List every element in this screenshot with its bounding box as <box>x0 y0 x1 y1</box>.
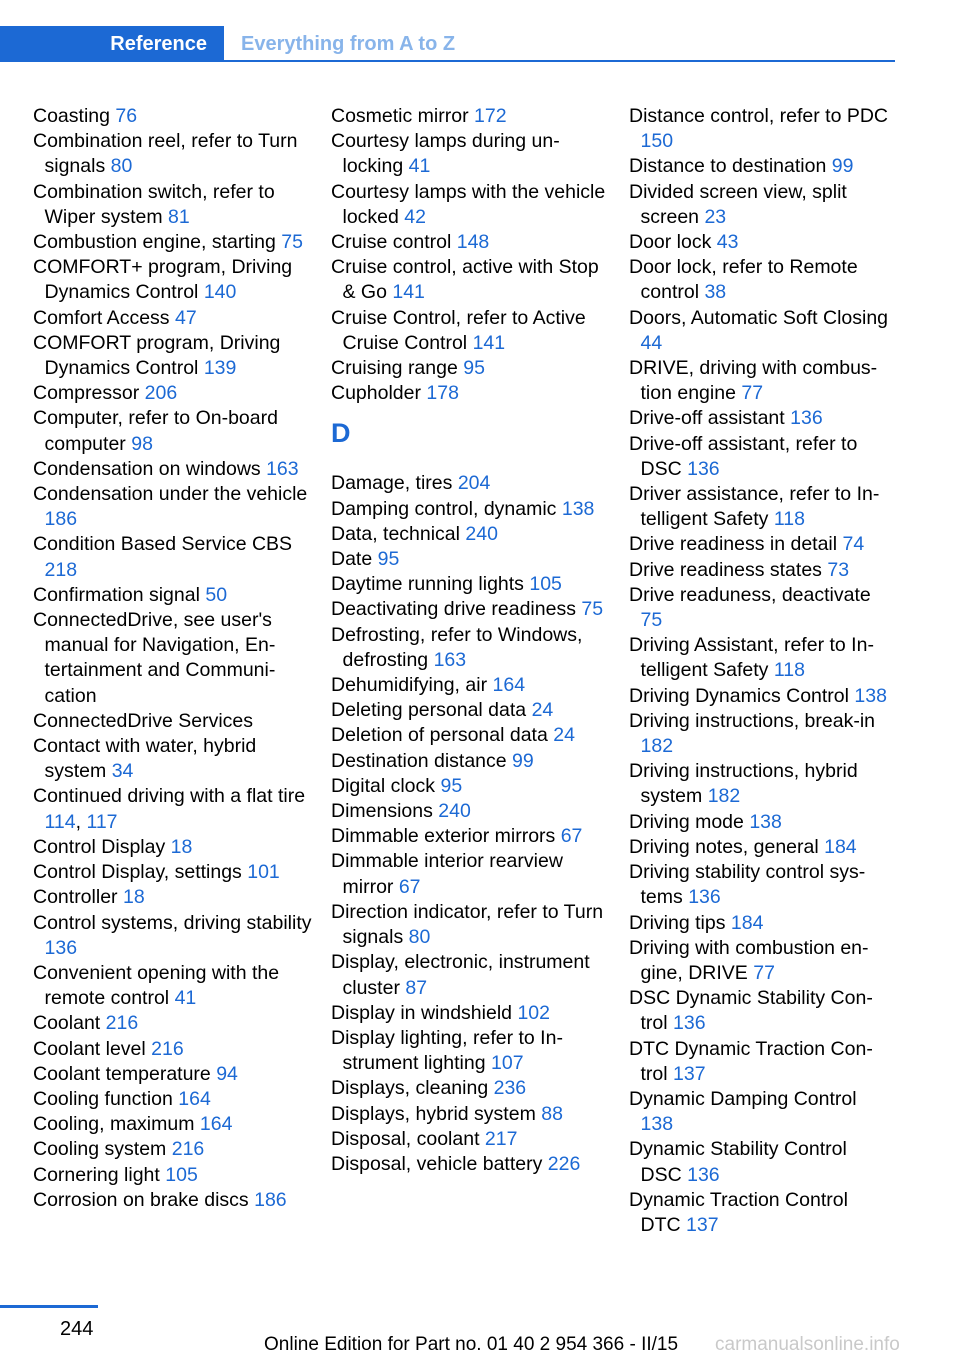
page-link[interactable]: 182 <box>707 785 741 808</box>
index-entry <box>331 356 611 381</box>
index-entry <box>33 860 313 885</box>
index-entry-text: Cupholder <box>331 382 421 405</box>
page-link[interactable]: 47 <box>174 306 197 329</box>
index-entry-text: Courtesy lamps during unlocking <box>331 130 560 178</box>
index-entry <box>629 936 889 986</box>
page-link[interactable]: 136 <box>688 886 721 909</box>
index-entry-text: Damping control, dynamic <box>331 497 557 520</box>
index-entry-text: Driving mode <box>629 810 744 833</box>
page-link[interactable]: 76 <box>115 105 138 127</box>
page-link[interactable]: 80 <box>408 926 431 949</box>
index-entry <box>331 180 611 230</box>
index-entry-text: Driver assistance, refer to Intelligent Safety <box>629 483 880 531</box>
index-entry-text: Driving notes, general <box>629 835 819 858</box>
page-number: 244 <box>60 1318 94 1340</box>
index-entry <box>629 911 889 936</box>
page-link[interactable]: 41 <box>408 155 431 178</box>
index-entry <box>331 597 611 622</box>
index-entry <box>629 759 889 809</box>
index-entry-text: Displays, cleaning <box>331 1077 489 1100</box>
page-link[interactable]: 138 <box>749 810 782 833</box>
index-entry-text: Confirmation signal <box>33 583 200 606</box>
page-link[interactable]: 118 <box>773 508 805 531</box>
index-entry <box>629 633 889 683</box>
index-entry-text: Cooling system <box>33 1138 167 1161</box>
page-link[interactable]: 140 <box>203 281 237 304</box>
index-entry-text: Condensation under the vehicle <box>33 483 308 506</box>
index-entry <box>33 406 313 456</box>
index-entry-text: Coolant temperature <box>33 1062 211 1085</box>
index-entry-text: Courtesy lamps with the vehicle locked <box>331 180 606 228</box>
index-entry <box>33 885 313 910</box>
index-entry-text: Dimensions <box>331 800 433 823</box>
index-entry <box>33 911 313 961</box>
page-link[interactable]: 138 <box>854 684 887 707</box>
page-link[interactable]: 38 <box>704 281 727 304</box>
index-entry <box>33 961 313 1011</box>
index-entry-text: Cruising range <box>331 357 458 380</box>
index-entry <box>331 824 611 849</box>
index-entry-text: Daytime running lights <box>331 573 524 596</box>
index-entry <box>331 1076 611 1101</box>
index-entry-text: Driving with combustion engine, DRIVE <box>629 936 869 984</box>
index-entry <box>629 1087 889 1137</box>
page-link[interactable]: 77 <box>741 382 764 405</box>
page-link[interactable]: 141 <box>472 331 506 354</box>
index-entry <box>33 532 313 582</box>
page-link[interactable]: 41 <box>174 987 197 1010</box>
index-entry-text: Combination switch, refer to Wiper system <box>33 180 275 228</box>
index-entry-text: Dimmable exterior mirrors <box>331 825 556 848</box>
index-entry <box>33 306 313 331</box>
index-entry <box>331 849 611 899</box>
page-link[interactable]: 24 <box>531 699 554 722</box>
index-entry-text: Disposal, vehicle battery <box>331 1152 543 1175</box>
index-entry <box>331 774 611 799</box>
index-entry <box>33 1087 313 1112</box>
index-column-1 <box>33 104 313 1213</box>
index-entry <box>33 104 313 129</box>
index-entry <box>629 709 889 759</box>
index-entry <box>331 381 611 406</box>
index-entry-text: Drive readuness, deactivate <box>629 583 871 606</box>
page-link[interactable]: 118 <box>773 659 805 682</box>
index-entry-text: Drive-off assistant <box>629 407 785 430</box>
index-entry <box>629 1188 889 1238</box>
index-entry <box>33 1163 313 1188</box>
page-link[interactable]: 136 <box>673 1012 706 1035</box>
index-entry <box>331 1026 611 1076</box>
page-link[interactable]: 87 <box>405 976 428 999</box>
page-link[interactable]: 105 <box>529 573 562 596</box>
index-entry-text: Drive readiness in detail <box>629 533 838 556</box>
index-entry <box>629 104 889 154</box>
index-entry <box>629 230 889 255</box>
index-entry-text: Cornering light <box>33 1163 160 1186</box>
index-entry-text: Contact with water, hybrid system <box>33 735 257 783</box>
index-entry-text: Computer, refer to On-board computer <box>33 407 278 455</box>
index-letter-heading: D <box>331 418 351 449</box>
page-link[interactable]: 164 <box>199 1113 233 1136</box>
page-link[interactable]: 186 <box>44 508 78 531</box>
page-link[interactable]: 139 <box>203 357 237 380</box>
index-entry-text: Deletion of personal data <box>331 724 548 747</box>
index-entry <box>629 255 889 305</box>
page-link[interactable]: 138 <box>561 497 595 520</box>
index-entry <box>33 180 313 230</box>
index-entry <box>629 482 889 532</box>
index-entry-text: Driving Assistant, refer to Intelligent Safety <box>629 634 874 682</box>
index-entry-text: Defrosting, refer to Windows, defrosting <box>331 623 583 671</box>
page-link[interactable]: 24 <box>553 724 575 747</box>
index-entry-text: Driving instructions, break-in <box>629 709 876 732</box>
page-link[interactable]: 138 <box>640 1113 674 1136</box>
index-entry-text: Drive-off assistant, refer to DSC <box>629 432 858 480</box>
page-link[interactable]: 216 <box>151 1037 184 1060</box>
index-entry <box>331 522 611 547</box>
page-link[interactable]: 186 <box>254 1188 287 1211</box>
index-entry-text: Convenient opening with the remote control <box>33 961 280 1010</box>
page-link[interactable]: 94 <box>216 1062 238 1085</box>
index-entry <box>33 255 313 305</box>
footer-rule <box>0 1305 98 1308</box>
index-entry <box>33 734 313 784</box>
index-entry-text: Divided screen view, split screen <box>629 180 847 228</box>
index-entry-text: Deactivating drive readiness <box>331 598 576 621</box>
page-link[interactable]: 163 <box>266 457 299 480</box>
index-entry <box>629 558 889 583</box>
index-entry <box>331 799 611 824</box>
page-link[interactable]: 164 <box>178 1087 211 1110</box>
index-entry <box>331 306 611 356</box>
index-entry-text: Data, technical <box>331 522 460 545</box>
index-entry <box>331 129 611 179</box>
page-link[interactable]: 23 <box>704 205 727 228</box>
page-link[interactable]: 137 <box>673 1062 706 1085</box>
index-entry <box>33 1188 313 1213</box>
index-entry <box>331 572 611 597</box>
page-link[interactable]: 216 <box>171 1138 205 1161</box>
index-entry-text: Driving stability control systems <box>629 861 866 909</box>
index-entry: Continued driving with a flat tire 114, 117 <box>33 785 306 833</box>
index-entry <box>629 684 889 709</box>
index-entry <box>33 1037 313 1062</box>
index-entry-text: Controller <box>33 886 118 909</box>
page-link[interactable]: 240 <box>465 522 498 545</box>
page-link[interactable]: 217 <box>484 1127 518 1150</box>
page-link[interactable]: 44 <box>640 331 663 354</box>
page-link[interactable]: 107 <box>491 1052 524 1075</box>
index-entry <box>629 860 889 910</box>
index-entry-text: DSC Dynamic Stability Control <box>629 987 873 1035</box>
index-entry-text: Dehumidifying, air <box>331 674 488 697</box>
page-link[interactable]: 117 <box>86 810 118 833</box>
index-entry-text: Distance control, refer to PDC <box>629 105 889 127</box>
index-entry-text: Control Display, settings <box>33 861 242 884</box>
index-entry-text: Display lighting, refer to Instrument lighting <box>331 1026 563 1075</box>
page-link[interactable]: 81 <box>168 205 190 228</box>
edition-note: Online Edition for Part no. 01 40 2 954 366 - II/15 <box>264 1334 679 1355</box>
page-link[interactable]: 67 <box>398 875 421 898</box>
index-entry-text: Dimmable interior rearview mirror <box>331 850 563 898</box>
page-link[interactable]: 99 <box>512 749 534 772</box>
index-entry <box>629 356 889 406</box>
page-link[interactable]: 75 <box>281 231 303 254</box>
index-entry <box>331 104 611 129</box>
page-link[interactable]: 184 <box>824 835 857 858</box>
index-entry <box>629 1137 889 1187</box>
page-link[interactable]: 98 <box>131 432 153 455</box>
index-entry <box>331 698 611 723</box>
page-link[interactable]: 141 <box>392 281 425 304</box>
index-entry-text: Distance to destination <box>629 155 827 178</box>
index-entry-text: Door lock, refer to Remote control <box>629 256 858 304</box>
index-entry-text: DTC Dynamic Traction Control <box>629 1037 873 1085</box>
page-link[interactable]: 178 <box>426 382 459 405</box>
index-entry <box>33 835 313 860</box>
page-link[interactable]: 136 <box>790 407 823 430</box>
index-entry-text: Cruise control, active with Stop & Go <box>331 256 599 304</box>
page-link[interactable]: 204 <box>457 472 491 495</box>
index-entry-text: Driving instructions, hybrid system <box>629 760 858 808</box>
page-link[interactable]: 18 <box>122 886 145 909</box>
index-entry <box>629 406 889 431</box>
index-entry-text: Control Display <box>33 835 166 858</box>
index-entry <box>331 1152 611 1177</box>
index-entry <box>629 583 889 633</box>
page-link[interactable]: 43 <box>716 231 739 254</box>
page-link[interactable]: 136 <box>687 457 720 480</box>
index-entry-text: Disposal, coolant <box>331 1127 480 1150</box>
index-entry <box>331 547 611 572</box>
page-link[interactable]: 74 <box>842 533 865 556</box>
index-entry <box>629 154 889 179</box>
page-link[interactable]: 102 <box>517 1001 550 1024</box>
index-entry-text: Continued driving with a flat tire <box>33 785 306 808</box>
page-link[interactable]: 50 <box>205 583 228 606</box>
index-entry-text: Drive readiness states <box>629 558 822 581</box>
page-link[interactable]: 137 <box>686 1213 719 1236</box>
page-link[interactable]: 95 <box>377 548 400 571</box>
index-entry-text: Cruise Control, refer to Active Cruise Control <box>331 306 586 354</box>
index-entry <box>33 608 313 709</box>
index-entry <box>331 1102 611 1127</box>
page-link[interactable]: 88 <box>541 1102 563 1125</box>
page-link[interactable]: 75 <box>640 609 663 632</box>
index-entry <box>331 1127 611 1152</box>
index-entry-text: Combustion engine, starting <box>33 231 276 254</box>
index-entry-text: DRIVE, driving with combustion engine <box>629 357 878 405</box>
index-entry-text: Destination distance <box>331 749 507 772</box>
index-entry <box>33 1137 313 1162</box>
index-entry-text: ConnectedDrive Services <box>33 709 254 732</box>
index-entry <box>331 723 611 748</box>
index-entry-text: Damage, tires <box>331 472 453 495</box>
page-link[interactable]: 150 <box>640 130 674 153</box>
page-link[interactable]: 226 <box>547 1152 581 1175</box>
page-link[interactable]: 184 <box>730 911 764 934</box>
page-link[interactable]: 136 <box>687 1163 720 1186</box>
index-entry <box>331 749 611 774</box>
index-entry-text: Combination reel, refer to Turn signals <box>33 130 298 178</box>
index-entry <box>33 1011 313 1036</box>
index-entry <box>33 230 313 255</box>
page-link[interactable]: 95 <box>463 357 485 380</box>
page-header <box>0 26 895 62</box>
index-entry-text: COMFORT+ program, Driving Dynamics Control <box>33 256 293 304</box>
index-entry <box>629 835 889 860</box>
index-entry-text: Dynamic Stability Control DSC <box>629 1138 847 1186</box>
index-entry-text: Driving tips <box>629 911 726 934</box>
index-entry-text: Doors, Automatic Soft Closing <box>629 306 889 329</box>
page-link[interactable]: 136 <box>44 936 78 959</box>
index-entry <box>629 986 889 1036</box>
index-entry <box>331 950 611 1000</box>
index-entry-text: Condensation on windows <box>33 457 261 480</box>
index-entry-text: Displays, hybrid system <box>331 1102 536 1125</box>
page-link[interactable]: 73 <box>827 558 850 581</box>
index-entry-text: Condition Based Service CBS <box>33 533 293 556</box>
index-entry <box>629 432 889 482</box>
index-entry <box>33 709 313 734</box>
page-link[interactable]: 114 <box>44 810 76 833</box>
page-link[interactable]: 101 <box>247 861 280 884</box>
index-entry-text: Deleting personal data <box>331 699 527 722</box>
index-entry <box>629 810 889 835</box>
section-tab[interactable]: Reference <box>0 26 224 62</box>
index-column-3 <box>629 104 889 1238</box>
index-entry <box>331 471 611 496</box>
index-entry <box>33 1112 313 1137</box>
page-link[interactable]: 163 <box>433 648 467 671</box>
page-link[interactable]: 218 <box>44 558 78 581</box>
index-entry-text: Digital clock <box>331 774 436 797</box>
index-entry <box>33 457 313 482</box>
index-entry <box>331 673 611 698</box>
page-link[interactable]: 67 <box>560 825 583 848</box>
page-link[interactable]: 105 <box>165 1163 198 1186</box>
page-link[interactable]: 80 <box>110 155 133 178</box>
watermark: carmanualsonline.info <box>715 1334 900 1355</box>
page-link[interactable]: 77 <box>753 961 775 984</box>
index-entry <box>629 1037 889 1087</box>
page-link[interactable]: 95 <box>440 774 463 797</box>
index-entry-text: Cooling function <box>33 1087 173 1110</box>
page-link[interactable]: 99 <box>831 155 854 178</box>
index-entry <box>331 255 611 305</box>
index-entry <box>331 497 611 522</box>
index-entry <box>629 532 889 557</box>
header-rule <box>224 60 895 62</box>
index-entry-text: COMFORT program, Driving Dynamics Control <box>33 331 281 380</box>
page-link[interactable]: 216 <box>105 1012 139 1035</box>
index-entry <box>331 623 611 673</box>
index-entry-text: Driving Dynamics Control <box>629 684 849 707</box>
index-entry-text: Date <box>331 548 373 571</box>
index-entry <box>331 900 611 950</box>
index-entry <box>331 1001 611 1026</box>
page-link[interactable]: 42 <box>404 205 426 228</box>
page-link[interactable]: 206 <box>144 382 178 405</box>
index-entry-text: Control systems, driving stability <box>33 911 312 934</box>
index-entry-text: Door lock <box>629 231 712 254</box>
index-entry-text: Cruise control <box>331 231 452 254</box>
index-entry-text: Compressor <box>33 382 140 405</box>
page-link[interactable]: 236 <box>493 1077 527 1100</box>
page-link[interactable]: 148 <box>456 231 490 254</box>
index-entry <box>33 331 313 381</box>
page-link[interactable]: 182 <box>640 735 674 758</box>
index-entry <box>33 583 313 608</box>
page-link[interactable]: 18 <box>170 835 193 858</box>
page-link[interactable]: 172 <box>474 105 507 127</box>
index-entry <box>331 230 611 255</box>
index-entry-text: Coolant level <box>33 1037 146 1060</box>
index-entry <box>33 482 313 532</box>
index-entry-text: Dynamic Damping Control <box>629 1087 857 1110</box>
index-entry-text: ConnectedDrive, see user's manual for Navigation, Entertainment and Communication <box>33 609 276 707</box>
chapter-title[interactable]: Everything from A to Z <box>241 33 456 55</box>
index-entry <box>629 180 889 230</box>
index-entry-text: Display in windshield <box>331 1001 513 1024</box>
index-entry <box>33 1062 313 1087</box>
index-entry <box>33 129 313 179</box>
index-entry <box>33 381 313 406</box>
page-link[interactable]: 34 <box>111 760 134 783</box>
index-entry <box>629 306 889 356</box>
index-entry-text: Cooling, maximum <box>33 1113 195 1136</box>
page-link[interactable]: 75 <box>581 598 604 621</box>
page-link[interactable]: 164 <box>492 674 526 697</box>
index-entry-text: Cosmetic mirror <box>331 105 469 127</box>
index-entry-text: Dynamic Traction Control DTC <box>629 1188 848 1236</box>
index-entry-text: Corrosion on brake discs <box>33 1188 249 1211</box>
index-entry-text: Direction indicator, refer to Turn signals <box>331 900 604 949</box>
index-column-2 <box>331 104 611 1177</box>
index-entry-text: Coasting <box>33 105 110 127</box>
index-entry-text: Display, electronic, instrument cluster <box>331 951 590 999</box>
page-link[interactable]: 240 <box>438 800 471 823</box>
index-entry-text: Coolant <box>33 1012 101 1035</box>
index-entry-text: Comfort Access <box>33 306 170 329</box>
